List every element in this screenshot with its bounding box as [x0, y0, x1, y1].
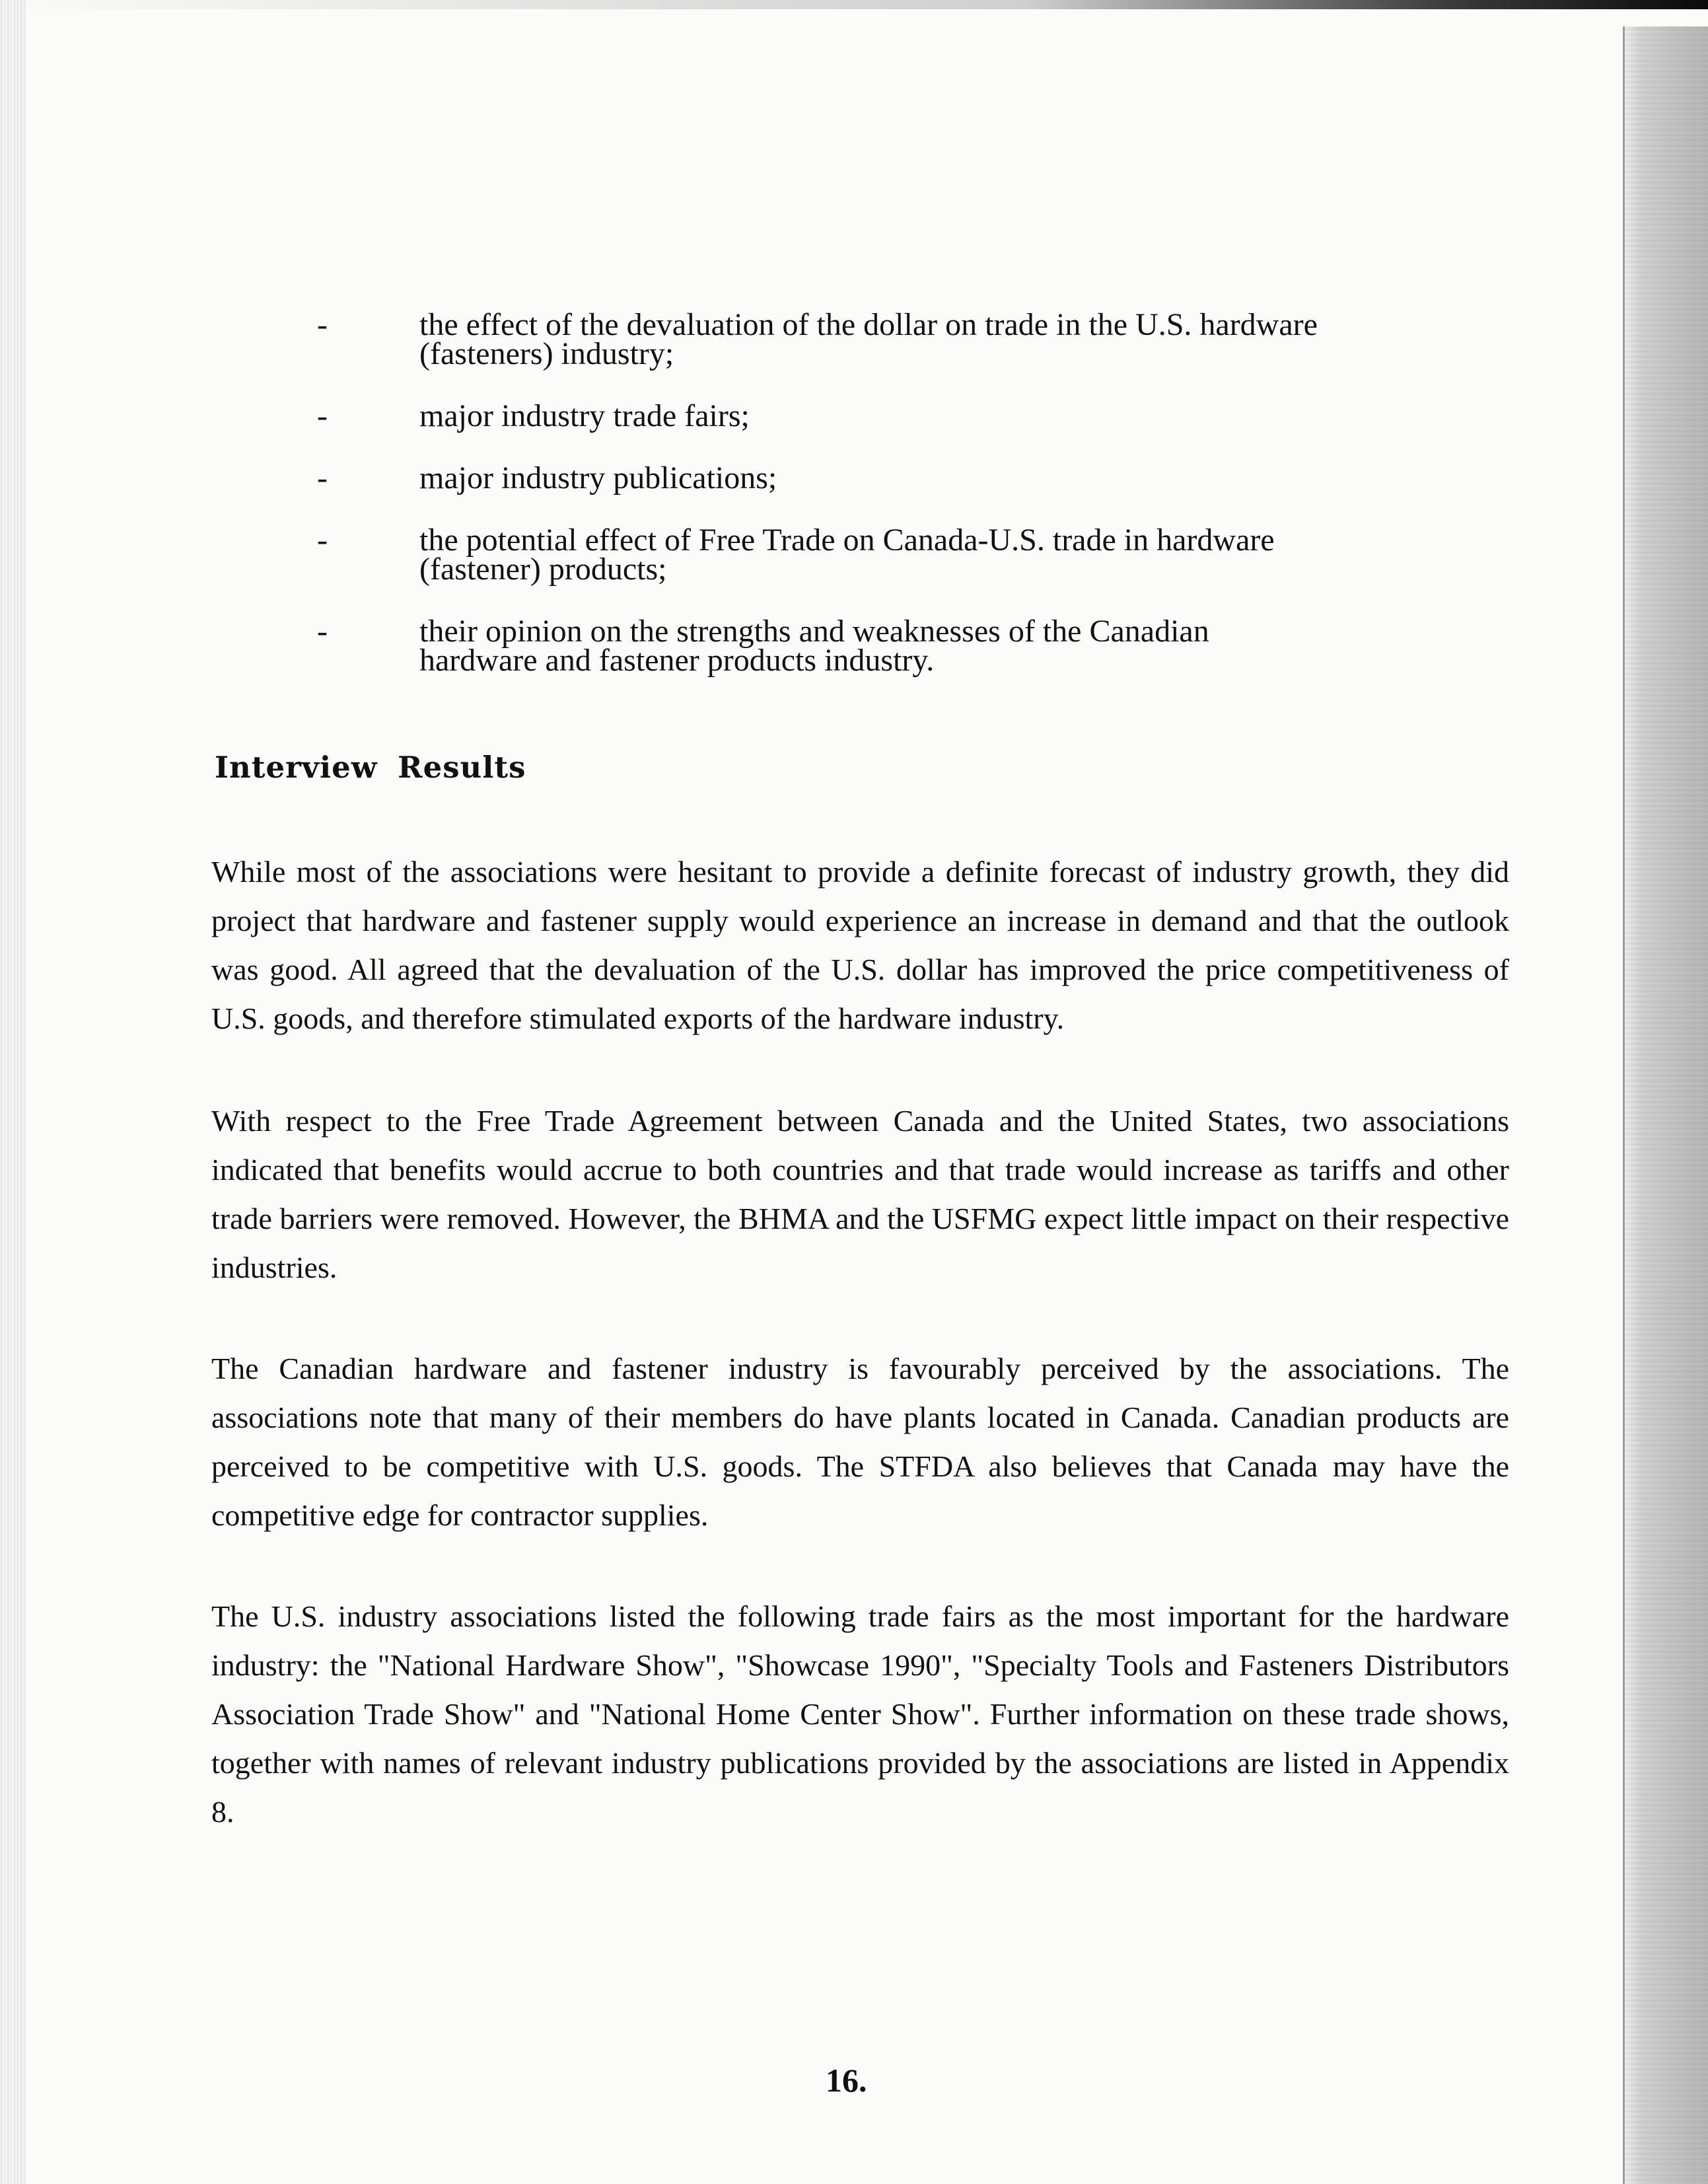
bullet-dash: -	[317, 460, 328, 495]
section-heading: Interview Results	[215, 750, 526, 785]
bullet-item	[317, 523, 1334, 587]
bullet-text: major industry publications;	[419, 460, 777, 495]
bullet-text: the effect of the devaluation of the dollar on trade in the U.S. hardware (fasteners) industry;	[419, 307, 1318, 371]
bullet-item	[317, 460, 1334, 495]
bullet-text: their opinion on the strengths and weaknesses of the Canadian hardware and fastener products industry.	[419, 614, 1209, 678]
bullet-text: the potential effect of Free Trade on Canada-U.S. trade in hardware (fastener) products;	[419, 523, 1275, 587]
bullet-list	[317, 307, 1334, 708]
bullet-dash: -	[317, 307, 328, 342]
page-number: 16.	[826, 2062, 867, 2099]
bullet-item	[317, 398, 1334, 433]
bullet-dash: -	[317, 614, 328, 649]
bullet-dash: -	[317, 398, 328, 433]
paragraph: With respect to the Free Trade Agreement between Canada and the United States, two associations indicated that benefits would accrue to both countries and that trade would increase as tariffs and other trade barriers were removed. However, the BHMA and the USFMG expect little impact on their respective industries.	[211, 1104, 1509, 1284]
bullet-dash: -	[317, 523, 328, 558]
paragraph: While most of the associations were hesitant to provide a definite forecast of industry growth, they did project that hardware and fastener supply would experience an increase in demand and that the outlook was good. All agreed that the devaluation of the U.S. dollar has improved the price competitiveness of U.S. goods, and therefore stimulated exports of the hardware industry.	[211, 855, 1509, 1035]
bullet-text: major industry trade fairs;	[419, 398, 750, 433]
bullet-item	[317, 307, 1334, 371]
paragraph: The Canadian hardware and fastener industry is favourably perceived by the associations. The associations note that many of their members do have plants located in Canada. Canadian products are perceived to be competitive with U.S. goods. The STFDA also believes that Canada may have the competitive edge for contractor supplies.	[211, 1352, 1509, 1532]
bullet-item	[317, 614, 1334, 678]
paragraph: The U.S. industry associations listed the following trade fairs as the most important for the hardware industry: the "National Hardware Show", "Showcase 1990", "Specialty Tools and Fasteners Distributors Association Trade Show" and "National Home Center Show". Further information on these trade shows, together with names of relevant industry publications provided by the associations are listed in Appendix 8.	[211, 1599, 1509, 1829]
